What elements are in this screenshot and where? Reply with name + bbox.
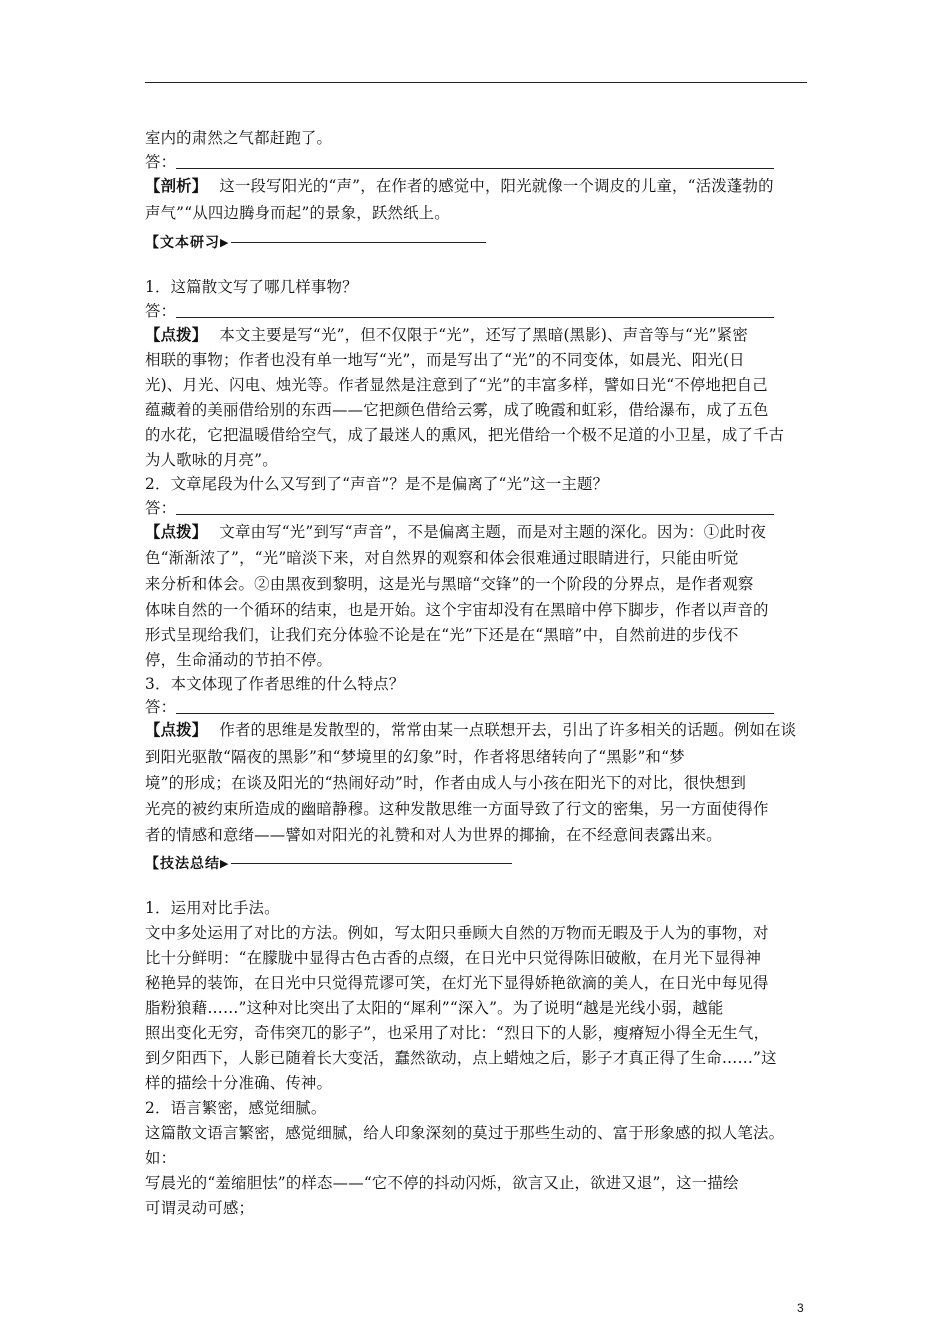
question-2: 2．文章尾段为什么又写到了“声音”？是不是偏离了“光”这一主题？ [145,475,609,493]
section-line [231,863,512,864]
tech-line: 2．语言繁密，感觉细腻。 [145,1099,327,1117]
hint-line: 的水花，它把温暖借给空气，成了最迷人的熏风，把光借给一个极不足道的小卫星，成了千古 [145,426,785,444]
answer-label: 答： [145,302,177,320]
answer-label: 答： [145,698,177,716]
analysis-tag: 【剖析】 [145,177,208,195]
answer-line [145,498,774,518]
tech-line: 比十分鲜明：“在朦胧中显得古色古香的点缀，在日光中只觉得陈旧破敝，在月光下显得神 [145,949,762,967]
tech-line: 这篇散文语言繁密，感觉细腻，给人印象深刻的莫过于那些生动的、富于形象感的拟人笔法。 [145,1124,785,1142]
hint-line: 相联的事物；作者也没有单一地写“光”，而是写出了“光”的不同变体，如晨光、阳光(日 [145,351,745,369]
tech-line: 文中多处运用了对比的方法。例如，写太阳只垂顾大自然的万物而无暇及于人为的事物，对 [145,924,769,942]
answer-label: 答： [145,499,177,517]
hint-line: 光亮的被约束所造成的幽暗静穆。这种发散思维一方面导致了行文的密集，另一方面使得作 [145,800,769,818]
hint-text: 文章由写“光”到写“声音”，不是偏离主题，而是对主题的深化。因为：①此时夜 [219,523,767,541]
answer-line [145,152,774,172]
hint-line: 光)、月光、闪电、烛光等。作者显然是注意到了“光”的丰富多样，譬如日光“不停地把自己 [145,376,768,394]
hint-line: 到阳光驱散“隔夜的黑影”和“梦境里的幻象”时，作者将思绪转向了“黑影”和“梦 [145,748,685,766]
hint-line: 为人歌咏的月亮”。 [145,451,278,469]
hint-line: 体味自然的一个循环的结束，也是开始。这个宇宙却没有在黑暗中停下脚步，作者以声音的 [145,601,769,619]
tech-line: 可谓灵动可感； [145,1199,255,1217]
answer-blank [176,500,774,515]
hint-line: 境”的形成；在谈及阳光的“热闹好动”时，作者由成人与小孩在阳光下的对比，很快想到 [145,774,747,792]
analysis-line [145,176,774,196]
answer-line [145,697,774,717]
answer-blank [176,699,774,714]
top-rule [145,82,807,83]
hint-line: 停，生命涌动的节拍不停。 [145,651,333,669]
section-title: 【技法总结 [145,856,220,872]
hint-line: 形式呈现给我们，让我们充分体验不论是在“光”下还是在“黑暗”中，自然前进的步伐不 [145,626,739,644]
text-line: 室内的肃然之气都赶跑了。 [145,129,333,147]
hint-tag: 【点拨】 [145,326,208,344]
tech-line: 1．运用对比手法。 [145,899,280,917]
tech-line: 秘艳异的装饰，在日光中只觉得荒谬可笑，在灯光下显得娇艳欲滴的美人，在日光中每见得 [145,974,769,992]
triangle-arrow-icon: ▶ [220,857,230,870]
tech-line: 照出变化无穷，奇伟突兀的影子”，也采用了对比：“烈日下的人影，瘦瘠短小得全无生气， [145,1024,770,1042]
hint-line: 色“渐渐浓了”，“光”暗淡下来，对自然界的观察和体会很难通过眼睛进行，只能由听觉 [145,549,739,567]
hint-line [145,720,796,740]
question-3: 3．本文体现了作者思维的什么特点？ [145,675,405,693]
answer-line [145,301,774,321]
hint-text: 本文主要是写“光”，但不仅限于“光”，还写了黑暗(黑影)、声音等与“光”紧密 [219,326,748,344]
hint-tag: 【点拨】 [145,721,208,739]
page-number: 3 [797,1301,804,1315]
section-title: 【文本研习 [145,235,220,251]
answer-blank [176,303,774,318]
tech-line: 样的描绘十分准确、传神。 [145,1074,333,1092]
answer-label: 答： [145,153,177,171]
analysis-text: 这一段写阳光的“声”，在作者的感觉中，阳光就像一个调皮的儿童，“活泼蓬勃的 [219,177,774,195]
tech-line: 如： [145,1149,177,1167]
question-1: 1．这篇散文写了哪几样事物？ [145,278,358,296]
tech-line: 到夕阳西下，人影已随着长大变活，蠢然欲动，点上蜡烛之后，影子才真正得了生命……”这 [145,1049,777,1067]
hint-line [145,325,748,345]
hint-line: 蕴藏着的美丽借给别的东西——它把颜色借给云雾，成了晚霞和虹彩，借给瀑布，成了五色 [145,401,769,419]
section-line [231,242,486,243]
section-header-technique-summary [145,854,512,874]
tech-line: 脂粉狼藉……”这种对比突出了太阳的“犀利”“深入”。为了说明“越是光线小弱，越能 [145,999,724,1017]
answer-blank [176,154,774,169]
triangle-arrow-icon: ▶ [220,236,230,249]
tech-line: 写晨光的“羞缩胆怯”的样态——“它不停的抖动闪烁，欲言又止，欲进又退”，这一描绘 [145,1174,739,1192]
hint-text: 作者的思维是发散型的，常常由某一点联想开去，引出了许多相关的话题。例如在谈 [219,721,797,739]
hint-line: 者的情感和意绪——譬如对阳光的礼赞和对人为世界的揶揄，在不经意间表露出来。 [145,826,722,844]
hint-tag: 【点拨】 [145,523,208,541]
analysis-line: 声气”“从四边腾身而起”的景象，跃然纸上。 [145,204,450,222]
hint-line: 来分析和体会。②由黑夜到黎明，这是光与黑暗“交锋”的一个阶段的分界点，是作者观察 [145,575,754,593]
section-header-text-study [145,233,486,253]
hint-line [145,522,766,542]
